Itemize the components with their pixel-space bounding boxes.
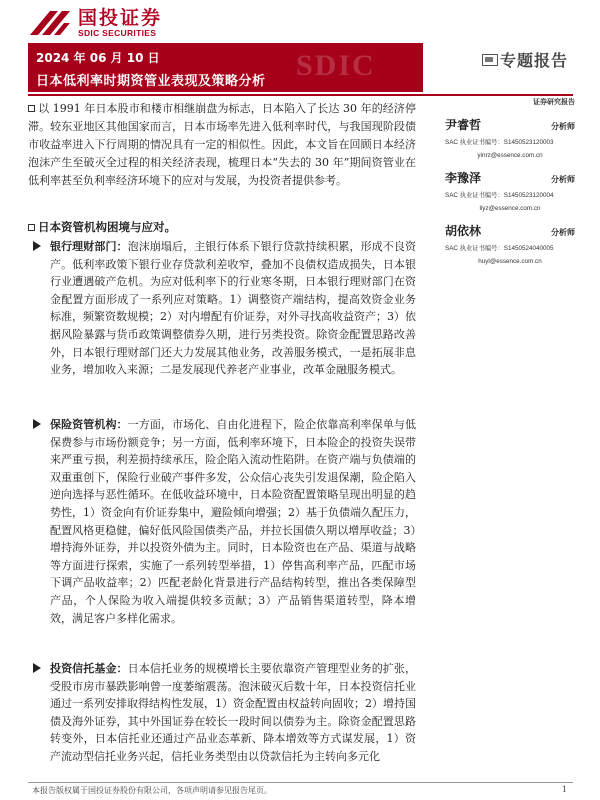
analyst-role: 分析师 — [551, 227, 575, 237]
section-heading — [28, 219, 176, 235]
report-date: 2024 年 06 月 10 日 — [36, 51, 160, 65]
item-text: 日本信托业务的规模增长主要依靠资产管理型业务的扩张，受股市房市暴跌影响曾一度萎缩震荡。泡沫破灭后数十年，日本投资信托业通过一系列安排取得结构性发展，1）资金配置由权益转向固收；2）增持国债及海外证券，其中外国证券在较长一段时间以债券为主。除资金配置思路转变外，日本信托业还通过产品业态革新、降本增效等方式谋发展，1）资产流动型信托业务兴起，信托业务类型由以贷款信托为主转向多元化 — [50, 662, 416, 763]
analyst-email[interactable]: liyz@essence.com.cn — [479, 205, 541, 212]
analyst-role: 分析师 — [551, 174, 575, 184]
checkbox-bullet-icon — [28, 105, 35, 112]
report-type-label: 专题报告 — [500, 51, 569, 70]
analyst-cert: SAC 执业证书编号：S1450523120003 — [445, 139, 554, 146]
analyst-card — [445, 222, 575, 265]
analyst-card — [445, 116, 575, 159]
list-item-bank — [28, 238, 416, 379]
analyst-cert: SAC 执业证书编号：S1450524040005 — [445, 245, 554, 252]
arrow-bullet-icon — [33, 663, 41, 673]
item-lead: 投资信托基金： — [50, 662, 128, 675]
report-title: 日本低利率时期资管业表现及策略分析 — [36, 74, 266, 89]
analyst-name: 胡依林 — [445, 224, 482, 238]
analyst-card — [445, 169, 575, 212]
item-text: 一方面，市场化、自由化进程下，险企依靠高利率保单与低保费参与市场份额竞争；另一方面，低利率环境下，日本险企的投资失误带来严重亏损，利差损持续承压，险企陷入流动性陷阱。在资产端与负债端的双重重创下，保险行业破产事件多发，公众信心丧失引发退保潮，险企陷入逆向选择与恶性循环。在低收益环境中，日本险资配置策略呈现出明显的趋势性，1）资金向有价证券集中，避险倾向增强；2）基于负债端久配压力，配置风格更稳健，偏好低风险国债类产品，并拉长国债久期以增厚收益；3）增持海外证券，并以投资外债为主。同时，日本险资也在产品、渠道与战略等方面进行探索，实施了一系列转型举措，1）停售高利率产品，匹配市场下调产品收益率；2）匹配老龄化背景进行产品结构转型，推出各类保障型产品，个人保险为收入端提供较多贡献；3）产品销售渠道转型，降本增效，满足客户多样化需求。 — [50, 418, 416, 625]
arrow-bullet-icon — [33, 419, 41, 429]
checkbox-bullet-icon — [28, 224, 35, 231]
page-number: 1 — [561, 785, 567, 794]
abstract-text: 以 1991 年日本股市和楼市相继崩盘为标志，日本陷入了长达 30 年的经济停滞。较东亚地区其他国家而言，日本市场率先进入低利率时代，与我国现阶段债市收益率进入下行周期的情况具有一定的相似性。因此，本文旨在回顾日本经济泡沫产生至破灭全过程的相关经济表现，梳理日本“失去的 30 年”期间资管业在低利率甚至负利率经济环境下的应对与发展，为投资者提供参考。 — [28, 102, 416, 187]
analyst-name: 尹睿哲 — [445, 118, 482, 132]
copyright-note: 本报告版权属于国投证券股份有限公司，各项声明请参见报告尾页。 — [32, 786, 272, 795]
banner-watermark: SDIC — [296, 49, 376, 82]
list-item-trust — [28, 660, 416, 766]
item-text: 泡沫崩塌后，主银行体系下银行贷款持续积累，形成不良资产。低利率政策下银行业存贷款利差收窄，叠加不良债权造成损失，日本银行业遭遇破产危机。为应对低利率下的行业寒冬期，日本银行理财部门在资金配置方面形成了一系列应对策略。1）调整资产端结构，提高效资金业务标准，频繁资数规模；2）对内增配有价证券，对外寻找高收益资产；3）依据风险暴露与货币政策调整债券久期，进行另类投资。除资金配置思路改善外，日本银行理财部门还大力发展其他业务，改善服务模式，一是拓展非息业务，增加收入来源；二是发展现代养老产业事业，改革金融服务模式。 — [50, 240, 416, 377]
brand-logo — [28, 8, 162, 38]
report-type — [482, 48, 568, 71]
arrow-bullet-icon — [33, 241, 41, 251]
item-lead: 银行理财部门： — [50, 240, 128, 253]
analyst-name: 李豫泽 — [445, 171, 482, 185]
brand-name-cn: 国投证券 — [78, 7, 163, 29]
department-label: 证券研究报告 — [533, 98, 575, 106]
analyst-email[interactable]: yinrz@essence.com.cn — [477, 152, 543, 159]
sdic-logo-icon — [28, 9, 72, 37]
report-icon — [482, 54, 498, 66]
list-item-insurance — [28, 416, 416, 627]
section-heading-text: 日本资管机构困境与应对。 — [38, 220, 176, 234]
item-lead: 保险资管机构： — [50, 418, 128, 431]
abstract-paragraph — [28, 100, 416, 190]
analyst-role: 分析师 — [551, 121, 575, 131]
brand-name-en: SDIC SECURITIES — [78, 28, 157, 38]
analyst-email[interactable]: huyl@essence.com.cn — [478, 258, 542, 265]
title-banner — [28, 43, 423, 92]
footer-divider — [28, 782, 573, 783]
analyst-cert: SAC 执业证书编号：S1450523120004 — [445, 192, 554, 199]
analyst-sidebar — [445, 96, 575, 265]
